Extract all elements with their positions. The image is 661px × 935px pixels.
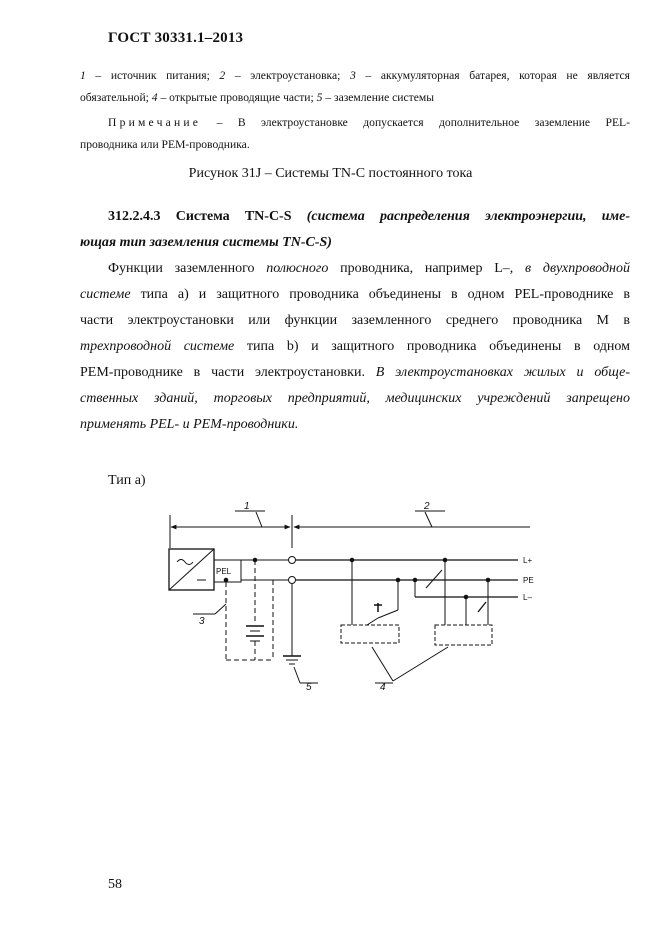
section-number: 312.2.4.3 <box>108 209 161 224</box>
paragraph-line-7: применять PEL- и PEM-проводники. <box>80 417 299 432</box>
paragraph-text-4a: трехпроводной системе <box>80 339 235 354</box>
section-subtitle-2: ющая тип заземления системы TN-C-S) <box>80 235 332 250</box>
legend-text-1: – источник питания; <box>85 69 220 82</box>
exposed-conductive-part-2 <box>435 625 492 645</box>
callout-1-label: 1 <box>244 501 250 512</box>
paragraph-text-5b: В электроустановках жилых и обще- <box>375 365 630 380</box>
load1-switch-blade <box>378 610 398 618</box>
junction-battery-pel <box>224 578 228 582</box>
callout-4-label: 4 <box>380 682 386 693</box>
paragraph-text-1b: полюсного <box>266 261 329 276</box>
legend-num-1: 1 <box>80 69 86 82</box>
exposed-conductive-part-1 <box>341 625 399 643</box>
callout-5-leader <box>294 667 300 683</box>
junction-battery-lplus <box>253 558 257 562</box>
section-subtitle-1: (система распределения электроэнергии, име- <box>306 209 630 224</box>
document-header: ГОСТ 30331.1–2013 <box>108 30 244 46</box>
pel-label: PEL <box>216 567 232 576</box>
paragraph-line-6: ственных зданий, торговых предприятий, медицинских учреждений запрещено <box>80 391 630 406</box>
paragraph-text-2a: системе <box>80 287 131 302</box>
figure-title: Рисунок 31J – Системы TN-C постоянного тока <box>188 166 473 181</box>
legend-text-3: – аккумуляторная батарея, которая не является <box>355 69 630 82</box>
l-plus-label: L+ <box>523 556 533 565</box>
note-line-2: проводника или PEM-проводника. <box>80 138 250 151</box>
callout-5-label: 5 <box>306 682 312 693</box>
load2-switch <box>478 602 486 612</box>
legend-num-5: 5 <box>316 91 323 104</box>
page-number: 58 <box>108 877 122 892</box>
callout-2-label: 2 <box>424 501 430 512</box>
paragraph-text-1c: проводника, например L–, <box>328 261 526 276</box>
terminal-pel <box>289 577 296 584</box>
callout-4-leader-b <box>393 647 448 681</box>
callout-1-leader <box>256 512 262 527</box>
paragraph-text-1a: Функции заземленного <box>108 261 267 276</box>
legend-num-3: 3 <box>350 69 356 82</box>
callout-3-leader <box>215 604 226 614</box>
legend-text-2: – электроустановка; <box>225 69 350 82</box>
callout-2-leader <box>425 512 432 527</box>
load1-switch-link <box>367 618 378 625</box>
callout-3-label: 3 <box>199 616 205 627</box>
source-tilde-symbol <box>177 560 193 565</box>
legend-text-4: – открытые проводящие части; <box>157 91 317 104</box>
paragraph-text-2b: типа а) и защитного проводника объединены в одном PEL-проводнике в <box>130 287 630 302</box>
callout-4-leader-a <box>372 647 393 681</box>
source-box-diagonal <box>169 549 214 590</box>
paragraph-text-5a: PEM-проводнике в части электроустановки. <box>80 365 376 380</box>
l-minus-label: L– <box>523 593 532 602</box>
note-text-1: – В электроустановке допускается дополнительное заземление PEL- <box>201 116 630 129</box>
legend-text-3b: обязательной; <box>80 91 152 104</box>
legend-num-4: 4 <box>151 91 158 104</box>
note-label: Примечание <box>108 116 202 129</box>
legend-text-5: – заземление системы <box>322 91 434 104</box>
pe-label: PE <box>523 576 534 585</box>
terminal-l-plus <box>289 557 296 564</box>
paragraph-text-4b: типа b) и защитного проводника объединены в одном <box>234 339 631 354</box>
diagram-type-label: Тип а) <box>108 473 146 488</box>
pe-isolating-switch <box>426 570 442 588</box>
paragraph-text-1d: в двухпроводной <box>525 261 631 276</box>
legend-num-2: 2 <box>219 69 226 82</box>
paragraph-line-3: части электроустановки или функции заземленного среднего проводника M в <box>80 313 630 328</box>
section-title: Система TN-C-S <box>160 209 307 224</box>
